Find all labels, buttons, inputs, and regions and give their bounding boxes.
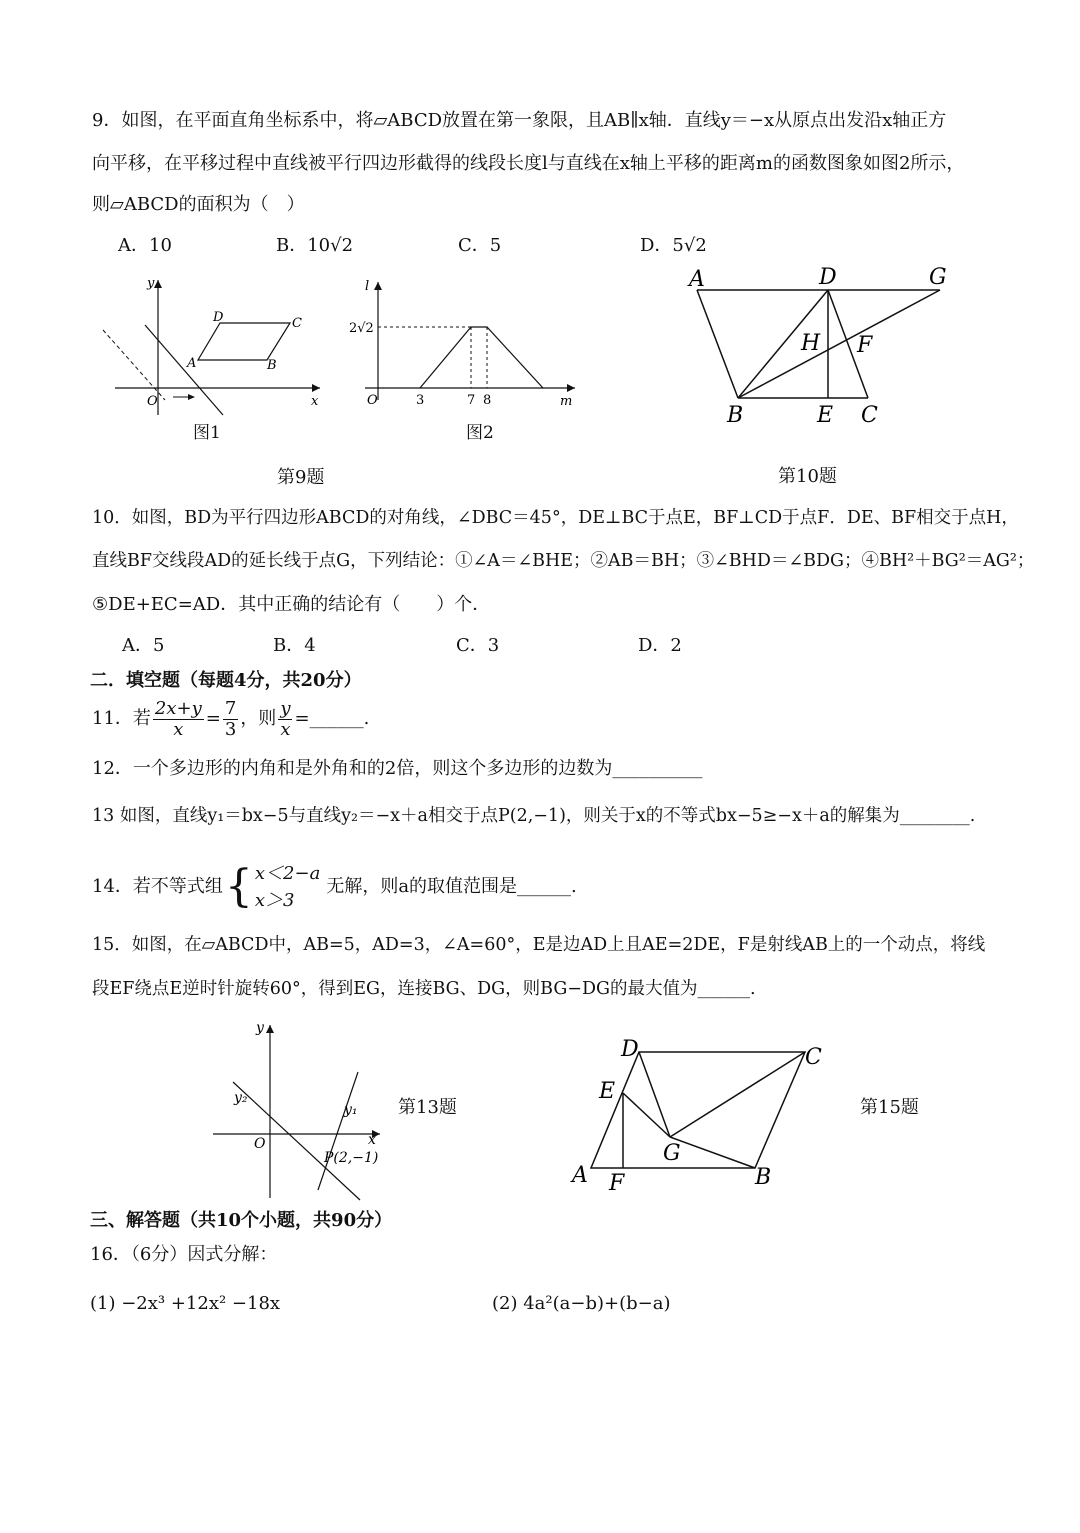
q10-line3: ⑤DE+EC=AD．其中正确的结论有（ ）个． (92, 594, 491, 615)
q13: 13 如图，直线y₁＝bx−5与直线y₂＝−x＋a相交于点P(2,−1)，则关于x的不等式bx−5≥−x＋a的解集为________. (92, 806, 976, 826)
q9-line2: 向平移，在平移过程中直线被平行四边形截得的线段长度l与直线在x轴上平移的距离m的函数图象如图2所示， (92, 153, 965, 174)
q16-part2: (2) 4a²(a−b)+(b−a) (492, 1293, 671, 1314)
q13-figure (210, 1020, 400, 1205)
fig13-y1-label: y₁ (344, 1102, 358, 1118)
fig15-d-label: D (621, 1037, 639, 1062)
fig10-c-label: C (861, 403, 878, 428)
fig13-x-label: x (368, 1132, 376, 1148)
q10-line2: 直线BF交线段AD的延长线于点G，下列结论：①∠A＝∠BHE；②AB＝BH；③∠BHD＝∠BDG；④BH²＋BG²＝AG²； (92, 551, 1035, 571)
fig1-d-label: D (213, 310, 224, 325)
fig13-y2-label: y₂ (234, 1090, 248, 1106)
fig2-peak-label: 2√2 (349, 321, 374, 336)
q11-num2: 7 (224, 698, 237, 719)
q11-den3: x (280, 718, 291, 740)
fig15-e-label: E (599, 1079, 616, 1104)
q15-line1: 15．如图，在▱ABCD中，AB=5，AD=3，∠A=60°，E是边AD上且AE=2DE，F是射线AB上的一个动点，将线 (92, 935, 986, 955)
fig10-e-label: E (817, 403, 834, 428)
fig1-x-label: x (311, 394, 319, 409)
q9-option-c: C．5 (458, 235, 502, 256)
fig15-b-label: B (755, 1165, 772, 1190)
q11-fraction-2 (223, 699, 238, 740)
q11-num3: y (280, 698, 291, 719)
q16-title: 16．（6分）因式分解： (90, 1244, 278, 1265)
q11 (92, 699, 369, 740)
q14-row1: x＜2−a (254, 863, 321, 884)
q13-caption: 第13题 (398, 1097, 457, 1118)
q15-line2: 段EF绕点E逆时针旋转60°，得到EG，连接BG、DG，则BG−DG的最大值为______. (92, 979, 756, 999)
fig2-origin-label: O (367, 393, 378, 408)
fig15-c-label: C (805, 1045, 822, 1070)
q11-mid: ，则 (240, 708, 277, 730)
q14-row2: x＞3 (254, 890, 295, 911)
fig1-origin-label: O (147, 394, 158, 409)
q14 (92, 860, 577, 914)
q10-option-d: D．2 (638, 635, 682, 656)
q9-option-b: B．10√2 (276, 235, 354, 256)
q10-option-a: A．5 (122, 635, 165, 656)
fig15-f-label: F (609, 1171, 625, 1196)
q10-caption: 第10题 (778, 466, 837, 487)
fig10-h-label: H (801, 331, 821, 356)
fig2-l-label: l (365, 279, 370, 294)
fig10-g-label: G (929, 265, 947, 290)
q14-system (255, 860, 320, 914)
q9-figure2 (345, 280, 585, 410)
fig1-y-label: y (147, 276, 155, 291)
fig15-a-label: A (572, 1163, 588, 1188)
q9-option-a: A．10 (118, 235, 172, 256)
fig2-m-label: m (560, 394, 573, 409)
section-3-heading: 三、解答题（共10个小题，共90分） (90, 1210, 393, 1231)
fig15-g-label: G (663, 1141, 681, 1166)
q16-part1: (1) −2x³ +12x² −18x (90, 1293, 281, 1314)
fig10-d-label: D (819, 265, 837, 290)
q10-option-b: B．4 (273, 635, 316, 656)
q10-line1: 10．如图，BD为平行四边形ABCD的对角线，∠DBC＝45°，DE⊥BC于点E，BF⊥CD于点F．DE、BF相交于点H， (92, 508, 1019, 528)
q11-fraction-1 (153, 699, 204, 740)
q11-eq: = (205, 708, 221, 730)
q11-suffix: =______. (294, 708, 370, 730)
fig13-y-label: y (256, 1020, 264, 1036)
fig13-origin-label: O (254, 1136, 266, 1152)
fig1-c-label: C (292, 316, 302, 331)
q10-option-c: C．3 (456, 635, 500, 656)
q15-figure (565, 1030, 835, 1195)
q14-brace: { (224, 861, 253, 912)
fig10-a-label: A (689, 267, 705, 292)
fig2-tick-3: 3 (416, 393, 425, 408)
q11-prefix: 11．若 (92, 708, 151, 730)
q10-figure (685, 262, 965, 432)
q9-line3: 则▱ABCD的面积为（ ） (92, 194, 305, 215)
fig1-a-label: A (187, 356, 197, 371)
fig10-f-label: F (857, 333, 873, 358)
q9-fig1-caption: 图1 (193, 423, 221, 443)
q11-den2: 3 (224, 718, 237, 740)
fig2-tick-7: 7 (467, 393, 476, 408)
q9-figure1 (95, 275, 335, 425)
q11-den1: x (173, 718, 184, 740)
q15-caption: 第15题 (860, 1097, 919, 1118)
fig13-p-label: P(2,−1) (324, 1150, 379, 1166)
fig2-tick-8: 8 (483, 393, 492, 408)
q9-fig2-caption: 图2 (466, 423, 494, 443)
section-2-heading: 二．填空题（每题4分，共20分） (90, 670, 362, 691)
q9-option-d: D．5√2 (640, 235, 707, 256)
q14-prefix: 14．若不等式组 (92, 876, 223, 897)
q9-caption: 第9题 (277, 467, 325, 488)
q11-num1: 2x+y (154, 698, 202, 719)
q14-suffix: 无解，则a的取值范围是______. (326, 876, 577, 897)
q11-fraction-3 (278, 699, 292, 740)
q12: 12．一个多边形的内角和是外角和的2倍，则这个多边形的边数为__________ (92, 758, 703, 779)
fig1-b-label: B (267, 358, 277, 373)
q9-line1: 9．如图，在平面直角坐标系中，将▱ABCD放置在第一象限，且AB∥x轴．直线y＝−x从原点出发沿x轴正方 (92, 110, 947, 131)
fig10-b-label: B (727, 403, 744, 428)
